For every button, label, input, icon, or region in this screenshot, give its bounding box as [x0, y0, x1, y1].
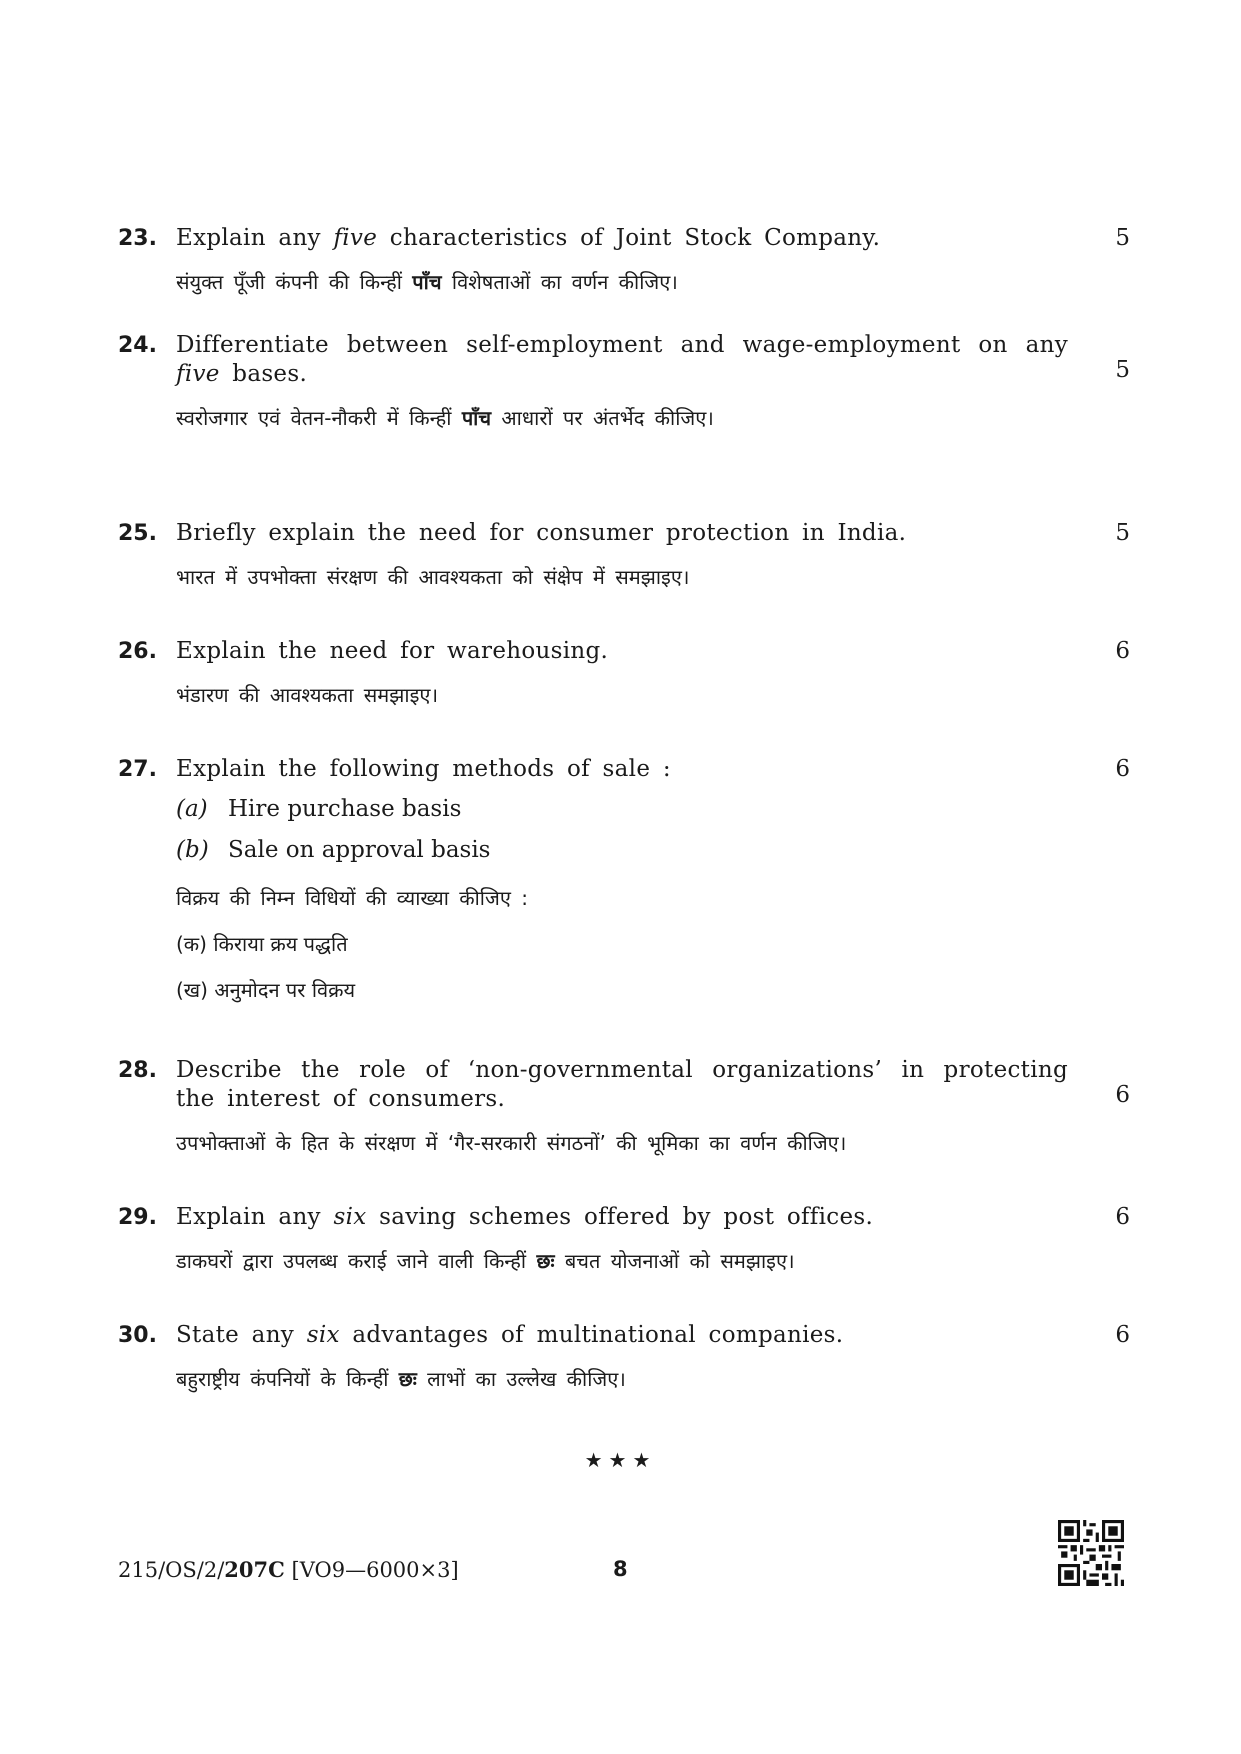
question-text-hi: संयुक्त पूँजी कंपनी की किन्हीं पाँच विशेषताओं का वर्णन कीजिए।: [176, 270, 678, 294]
question-text-hi: डाकघरों द्वारा उपलब्ध कराई जाने वाली किन्हीं छः बचत योजनाओं को समझाइए।: [176, 1249, 795, 1273]
question-text-en: Briefly explain the need for consumer protection in India.: [176, 520, 907, 546]
question-text-en: Explain any six saving schemes offered by post offices.: [176, 1204, 874, 1230]
question-text-hi: स्वरोजगार एवं वेतन-नौकरी में किन्हीं पाँच आधारों पर अंतर्भेद कीजिए।: [176, 406, 714, 430]
question-24: [118, 331, 1130, 433]
sub-option-ka: (क) किराया क्रय पद्धति: [176, 932, 348, 956]
qr-code-icon: [1058, 1520, 1124, 1586]
marks: 5: [1115, 225, 1130, 251]
marks: 6: [1115, 1322, 1130, 1348]
question-27: [118, 755, 1130, 1005]
question-30: [118, 1321, 1130, 1394]
question-number: 23.: [118, 226, 157, 251]
question-text-en: Explain any five characteristics of Joint Stock Company.: [176, 225, 881, 251]
marks: 5: [1115, 357, 1130, 383]
question-text-en: Describe the role of ‘non-governmental organizations’ in protecting the interest of consumers.: [176, 1057, 1068, 1112]
question-number: 29.: [118, 1205, 157, 1230]
question-number: 26.: [118, 639, 157, 664]
question-number: 25.: [118, 521, 157, 546]
marks: 6: [1115, 756, 1130, 782]
sub-option-kha: (ख) अनुमोदन पर विक्रय: [176, 978, 356, 1002]
sub-option-b: (b) Sale on approval basis: [176, 837, 491, 863]
question-number: 28.: [118, 1058, 157, 1083]
question-text-hi: उपभोक्ताओं के हित के संरक्षण में ‘गैर-सरकारी संगठनों’ की भूमिका का वर्णन कीजिए।: [176, 1131, 847, 1155]
question-text-en: Explain the following methods of sale :: [176, 756, 671, 782]
page-number: 8: [613, 1557, 628, 1581]
end-of-paper-stars: ★★★: [584, 1448, 657, 1472]
question-29: [118, 1203, 1130, 1276]
paper-code: 215/OS/2/207C [VO9—6000×3]: [118, 1557, 459, 1582]
question-text-en: Explain the need for warehousing.: [176, 638, 609, 664]
question-text-hi: भारत में उपभोक्ता संरक्षण की आवश्यकता को संक्षेप में समझाइए।: [176, 565, 690, 589]
marks: 6: [1115, 1204, 1130, 1230]
question-text-en: Differentiate between self-employment and wage-employment on any five bases.: [176, 332, 1068, 387]
question-text-hi: बहुराष्ट्रीय कंपनियों के किन्हीं छः लाभों का उल्लेख कीजिए।: [176, 1367, 626, 1391]
marks: 6: [1115, 1082, 1130, 1108]
marks: 6: [1115, 638, 1130, 664]
question-25: [118, 519, 1130, 592]
marks: 5: [1115, 520, 1130, 546]
sub-option-a: (a) Hire purchase basis: [176, 796, 462, 822]
question-26: [118, 637, 1130, 710]
question-number: 30.: [118, 1323, 157, 1348]
question-text-en: State any six advantages of multinational companies.: [176, 1322, 844, 1348]
question-23: [118, 224, 1130, 297]
question-text-hi: भंडारण की आवश्यकता समझाइए।: [176, 683, 439, 707]
question-number: 24.: [118, 333, 157, 358]
question-text-hi: विक्रय की निम्न विधियों की व्याख्या कीजिए :: [176, 886, 528, 910]
question-number: 27.: [118, 757, 157, 782]
question-28: [118, 1056, 1130, 1158]
